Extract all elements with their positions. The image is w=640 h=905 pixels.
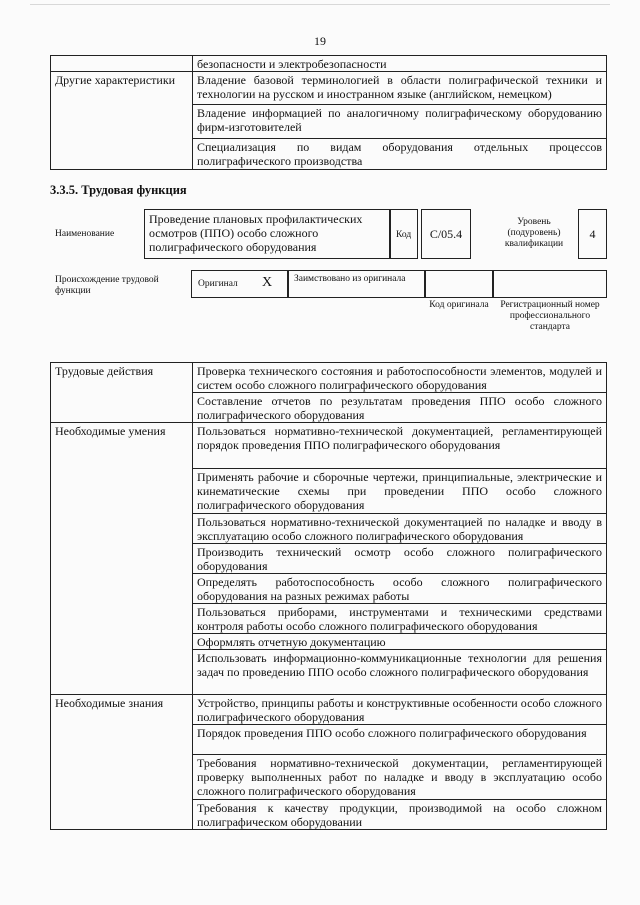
table-cell: Использовать информационно-коммуникационные технологии для решения задач по проведению ППО особо сложного полиграфического оборудования <box>193 650 607 695</box>
table-cell: Порядок проведения ППО особо сложного полиграфического оборудования <box>193 725 607 755</box>
labor-function-table <box>50 362 607 830</box>
code-label: Код <box>396 230 412 240</box>
borrowed-box <box>288 270 425 298</box>
table-cell: безопасности и электробезопасности <box>193 56 607 72</box>
table-cell: Определять работоспособность особо сложного полиграфического оборудования на разных режимах работы <box>193 574 607 604</box>
table-cell: Пользоваться нормативно-технической документацией, регламентирующей порядок проведения ППО полиграфического оборудования <box>193 423 607 469</box>
row-label-other-characteristics: Другие характеристики <box>51 72 193 170</box>
name-label: Наименование <box>55 229 115 239</box>
original-code-box <box>425 270 493 298</box>
group-label-required-skills: Необходимые умения <box>51 423 193 695</box>
borrowed-label: Заимствовано из оригинала <box>294 274 406 284</box>
table-row <box>51 56 607 72</box>
row-label <box>51 56 193 72</box>
table-cell: Требования нормативно-технической документации, регламентирующей проверку выполненных работ по наладке и вводу в эксплуатацию особо сложного полиграфического оборудования <box>193 755 607 800</box>
page-number: 19 <box>314 34 326 48</box>
characteristics-table <box>50 55 607 170</box>
original-label: Оригинал <box>198 279 238 289</box>
table-cell: Устройство, принципы работы и конструктивные особенности особо сложного полиграфического оборудования <box>193 695 607 725</box>
original-code-caption: Код оригинала <box>429 300 489 310</box>
table-cell: Составление отчетов по результатам проведения ППО особо сложного полиграфического оборудования <box>193 393 607 423</box>
table-cell: Пользоваться приборами, инструментами и техническими средствами контроля работы особо сложного полиграфического оборудования <box>193 604 607 634</box>
origin-label: Происхождение трудовой функции <box>55 275 159 296</box>
registration-number-box <box>493 270 607 298</box>
table-row <box>51 363 607 393</box>
table-cell: Специализация по видам оборудования отдельных процессов полиграфического производства <box>193 139 607 170</box>
scan-top-edge <box>30 4 610 5</box>
table-cell: Пользоваться нормативно-технической документацией по наладке и вводу в эксплуатацию особо сложного полиграфического оборудования <box>193 514 607 544</box>
table-cell: Владение базовой терминологией в области полиграфической техники и технологии на русском и иностранном языке (английском, немецком) <box>193 72 607 105</box>
table-row <box>51 695 607 725</box>
registration-caption: Регистрационный номер профессионального стандарта <box>500 300 600 332</box>
original-mark: X <box>262 275 273 290</box>
table-row <box>51 72 607 105</box>
table-row <box>51 423 607 469</box>
code-value-box <box>421 209 471 259</box>
table-cell: Требования к качеству продукции, производимой на особо сложном полиграфическом оборудовании <box>193 800 607 830</box>
level-value: 4 <box>589 227 596 241</box>
table-cell: Проверка технического состояния и работоспособности элементов, модулей и систем особо сложного полиграфического оборудования <box>193 363 607 393</box>
table-cell: Оформлять отчетную документацию <box>193 634 607 650</box>
code-label-box <box>390 209 418 259</box>
code-value: C/05.4 <box>429 227 463 241</box>
group-label-labor-actions: Трудовые действия <box>51 363 193 423</box>
group-label-required-knowledge: Необходимые знания <box>51 695 193 830</box>
section-title: 3.3.5. Трудовая функция <box>50 183 187 197</box>
level-label: Уровень (подуровень) квалификации <box>504 217 564 249</box>
table-cell: Владение информацией по аналогичному полиграфическому оборудованию фирм-изготовителей <box>193 105 607 139</box>
table-cell: Применять рабочие и сборочные чертежи, принципиальные, электрические и кинематические схемы при проведении ППО особо сложного полиграфического оборудования <box>193 469 607 514</box>
table-cell: Производить технический осмотр особо сложного полиграфического оборудования <box>193 544 607 574</box>
function-name-value: Проведение плановых профилактических осмотров (ППО) особо сложного полиграфического оборудования <box>149 212 363 254</box>
original-box <box>191 270 288 298</box>
function-name-box <box>144 209 390 259</box>
level-value-box <box>578 209 607 259</box>
